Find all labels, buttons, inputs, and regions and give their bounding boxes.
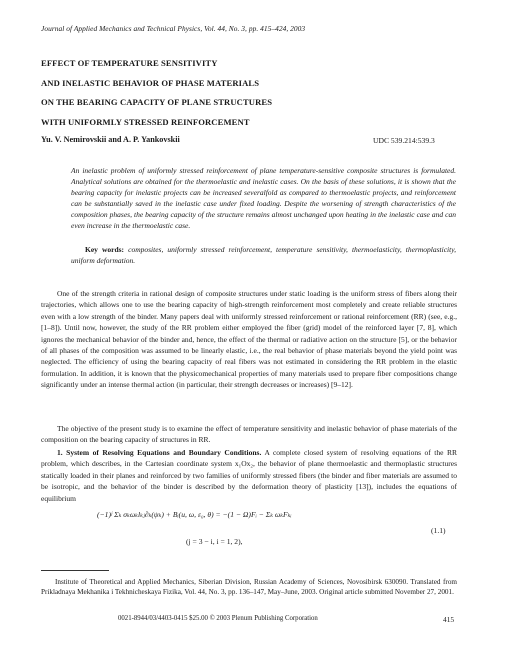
- body-paragraph-2: The objective of the present study is to examine the effect of temperature sensitivity and inelastic behavior of phase materials of the composition on the bearing capacity of structures in RR.: [41, 424, 457, 445]
- title-line: AND INELASTIC BEHAVIOR OF PHASE MATERIALS: [41, 77, 260, 88]
- title-line: WITH UNIFORMLY STRESSED REINFORCEMENT: [41, 116, 250, 127]
- footnote: Institute of Theoretical and Applied Mechanics, Siberian Division, Russian Academy of Sciences, Novosibirsk 630090. Translated from Prikladnaya Mekhanika i Tekhnicheskaya Fizika, Vol. 44, No. 3, pp. 136–147, May–June, 2003. Original article submitted November 27, 2001.: [41, 578, 457, 596]
- authors: Yu. V. Nemirovskii and A. P. Yankovskii: [41, 135, 180, 144]
- section-text: A complete closed system of resolving equations of the RR problem, which describes, in the Cartesian coordinate system x₁Ox₂, the behavior of plane thermoelastic and thermoplastic structures statically loaded in their planes and reinforced by two families of uniformly stressed fibers (the binder and fiber materials are assumed to be isotropic, and the behavior of the binder is described by the deformation theory of plasticity [13]), includes the equations of equilibrium: [41, 448, 457, 503]
- copyright-line: 0021-8944/03/4403-0415 $25.00 © 2003 Plenum Publishing Corporation: [118, 615, 318, 622]
- keywords-label: Key words:: [85, 245, 125, 254]
- journal-header: Journal of Applied Mechanics and Technical Physics, Vol. 44, No. 3, pp. 415–424, 2003: [41, 24, 306, 33]
- paper-title: [41, 54, 272, 132]
- equation-main: (−1)ʲ Σₖ σₖωₖlₖⱼ∂ₖ(ψₖ) + Bᵢ(u, ω, ε₀, θ) = −(1 − Ω)Fᵢ − Σₖ ωₖFₖᵢ: [97, 510, 292, 519]
- page-number: 415: [443, 615, 455, 624]
- keywords-text: composites, uniformly stressed reinforcement, temperature sensitivity, thermoelasticity, thermoplasticity, uniform deformation.: [71, 245, 457, 265]
- keywords: [71, 244, 456, 266]
- title-line: ON THE BEARING CAPACITY OF PLANE STRUCTURES: [41, 97, 273, 108]
- abstract: An inelastic problem of uniformly stressed reinforcement of plane temperature-sensitive composite structures is formulated. Analytical solutions are obtained for the thermoelastic and inelastic cases. On the basis of these solutions, it is shown that the bearing capacity for inelastic projects can be increased severalfold as compared to thermoelastic projects, and reinforcement can be substantially saved in the inelastic case under fixed loading. Despite the worsening of strength characteristics of the composition phases, the bearing capacity of the structure remains almost unchanged upon heating in the inelastic case and can even increase in the thermoelastic case.: [71, 166, 456, 230]
- udc-code: UDC 539.214:539.3: [373, 136, 435, 145]
- footnote-divider: [41, 570, 109, 571]
- equation-condition: (j = 3 − i, i = 1, 2),: [186, 537, 243, 546]
- title-line: EFFECT OF TEMPERATURE SENSITIVITY: [41, 58, 218, 68]
- body-paragraph-3: [41, 447, 457, 504]
- equation-number: (1.1): [431, 526, 446, 535]
- section-heading: 1. System of Resolving Equations and Boundary Conditions.: [57, 448, 262, 457]
- body-paragraph-1: One of the strength criteria in rational design of composite structures under static loading is the uniform stress of fibers along their trajectories, which allows one to use the bearing capacity of high-strength reinforcement most completely and create reliable structures even with a low strength of the binder. Many papers deal with uniformly stressed reinforcement or rational reinforcement (RR) (see, e.g., [1–8]). Until now, however, the study of the RR problem either employed the fiber (grid) model of the reinforced layer [7, 8], which ignores the mechanical behavior of the binder and, hence, the effect of the thermal or radiative action on the structure [5], or the behavior of all phases of the composition was assumed to be linearly elastic, i.e., the real behavior of phase materials beyond the yield point was neglected. The efficiency of using the bearing capacity of real fibers was not estimated in considering the RR problem in the elastic formulation. In addition, it is known that the physicomechanical properties of many materials used to prepare fiber compositions change significantly under an intense thermal action (in particular, their strength decreases or increases) [9–12].: [41, 289, 457, 390]
